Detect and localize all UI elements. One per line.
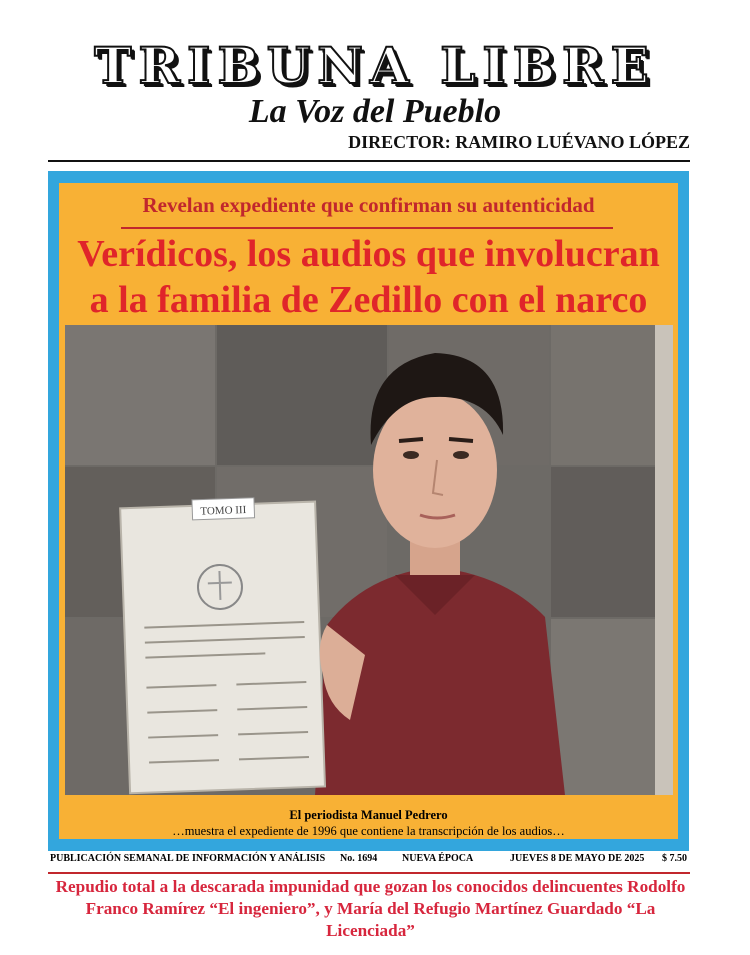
headline-line-1: Verídicos, los audios que involucran <box>77 233 660 275</box>
issue-info-bar <box>50 853 690 869</box>
issue-number: No. 1694 <box>340 853 378 864</box>
issue-date: JUEVES 8 DE MAYO DE 2025 <box>510 853 645 864</box>
issue-price: $ 7.50 <box>662 853 687 864</box>
document-label: TOMO III <box>200 504 247 518</box>
cover-frame <box>48 171 689 851</box>
kicker-underline <box>121 227 613 229</box>
masthead-divider <box>48 160 690 162</box>
photo-caption-name: El periodista Manuel Pedrero <box>289 808 448 822</box>
bottom-story-line-1: Repudio total a la descarada impunidad que gozan los conocidos delincuentes Rodolfo <box>55 877 686 896</box>
epoch-label: NUEVA ÉPOCA <box>402 853 474 864</box>
bottom-story-headline <box>48 876 693 942</box>
bottom-story-line-2: Franco Ramírez “El ingeniero”, y María del Refugio Martínez Guardado “La Licenciada” <box>85 899 656 940</box>
headline-line-2: a la familia de Zedillo con el narco <box>89 279 648 321</box>
cover-photo <box>65 325 673 795</box>
masthead-title: TRIBUNA LIBRE <box>94 36 656 95</box>
director-line: DIRECTOR: RAMIRO LUÉVANO LÓPEZ <box>348 132 690 152</box>
cover-panel <box>59 183 678 839</box>
cover-kicker: Revelan expediente que confirman su autenticidad <box>142 193 595 217</box>
cover-headline <box>59 231 678 323</box>
publication-description: PUBLICACIÓN SEMANAL DE INFORMACIÓN Y ANÁLISIS <box>50 853 326 864</box>
journalist-photo-illustration <box>65 325 673 795</box>
photo-caption-text: …muestra el expediente de 1996 que contiene la transcripción de los audios… <box>172 824 565 838</box>
bottom-divider <box>48 872 690 874</box>
masthead-tagline: La Voz del Pueblo <box>248 93 502 130</box>
